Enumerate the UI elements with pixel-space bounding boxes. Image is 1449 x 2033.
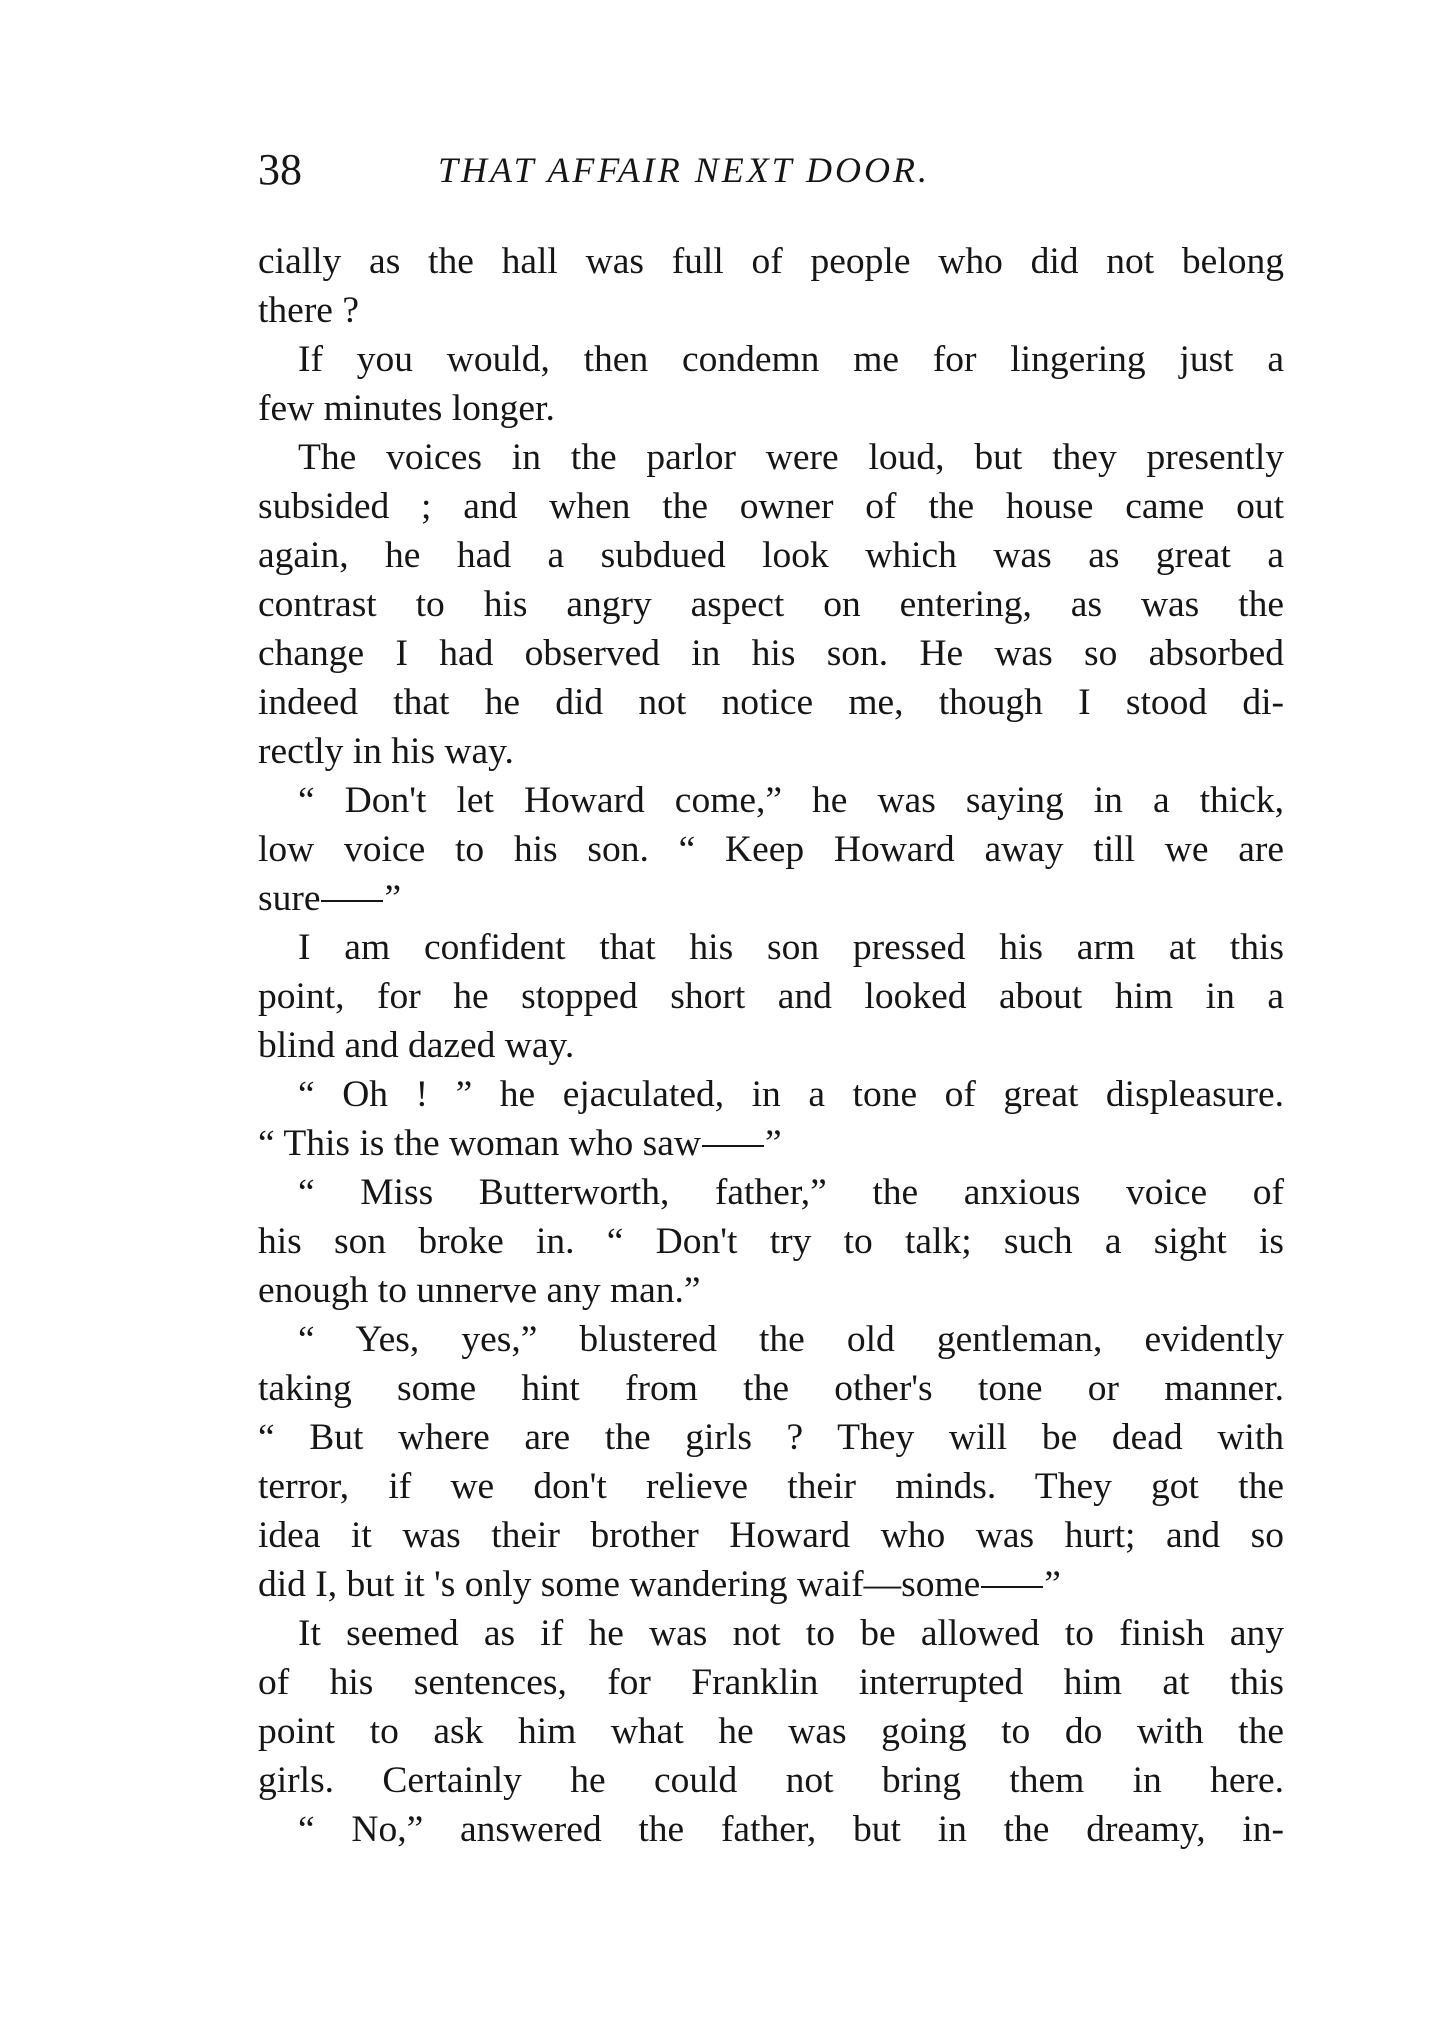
text-line: “ Miss Butterworth, father,” the anxious voice of — [298, 1172, 1284, 1213]
text-line: point, for he stopped short and looked about him in a — [258, 976, 1284, 1017]
em-dash-rule — [981, 1586, 1043, 1588]
text-line: I am confident that his son pressed his arm at this — [298, 927, 1284, 968]
text-line: there ? — [258, 290, 359, 331]
text-line: terror, if we don't relieve their minds. They got the — [258, 1466, 1284, 1507]
closing-quote: ” — [1044, 1564, 1061, 1605]
text-line — [258, 1119, 1284, 1168]
text-line: enough to unnerve any man.” — [258, 1270, 701, 1311]
text-line: of his sentences, for Franklin interrupted him at this — [258, 1662, 1284, 1703]
text-line: few minutes longer. — [258, 388, 555, 429]
running-head — [258, 140, 1288, 200]
text-line — [258, 1560, 1284, 1609]
line-text: did I, but it 's only some wandering waif—some — [258, 1564, 981, 1605]
running-title: THAT AFFAIR NEXT DOOR. — [438, 150, 931, 190]
text-line: indeed that he did not notice me, though I stood di- — [258, 682, 1284, 723]
text-line: cially as the hall was full of people who did not belong — [258, 241, 1284, 282]
text-line: “ Don't let Howard come,” he was saying in a thick, — [298, 780, 1284, 821]
text-line: blind and dazed way. — [258, 1025, 575, 1066]
text-line: again, he had a subdued look which was as great a — [258, 535, 1284, 576]
text-line: idea it was their brother Howard who was hurt; and so — [258, 1515, 1284, 1556]
text-line: “ No,” answered the father, but in the dreamy, in- — [298, 1809, 1284, 1850]
text-line: taking some hint from the other's tone or manner. — [258, 1368, 1284, 1409]
line-text: sure — [258, 878, 321, 919]
text-line: If you would, then condemn me for lingering just a — [298, 339, 1284, 380]
text-line: point to ask him what he was going to do with the — [258, 1711, 1284, 1752]
em-dash-rule — [702, 1145, 764, 1147]
closing-quote: ” — [765, 1123, 782, 1164]
text-line: “ But where are the girls ? They will be dead with — [258, 1417, 1284, 1458]
page-number: 38 — [258, 145, 302, 194]
text-line: low voice to his son. “ Keep Howard away till we are — [258, 829, 1284, 870]
body-text — [258, 237, 1284, 1854]
line-text: “ This is the woman who saw — [258, 1123, 702, 1164]
text-line: “ Yes, yes,” blustered the old gentleman, evidently — [298, 1319, 1284, 1360]
text-line: girls. Certainly he could not bring them in here. — [258, 1760, 1284, 1801]
text-line: subsided ; and when the owner of the house came out — [258, 486, 1284, 527]
closing-quote: ” — [384, 878, 402, 919]
text-line: “ Oh ! ” he ejaculated, in a tone of great displeasure. — [298, 1074, 1284, 1115]
em-dash-rule — [321, 900, 383, 902]
text-line: change I had observed in his son. He was so absorbed — [258, 633, 1284, 674]
text-line: contrast to his angry aspect on entering, as was the — [258, 584, 1284, 625]
text-line: The voices in the parlor were loud, but they presently — [298, 437, 1284, 478]
text-line: his son broke in. “ Don't try to talk; such a sight is — [258, 1221, 1284, 1262]
text-line — [258, 874, 1284, 923]
text-line: It seemed as if he was not to be allowed to finish any — [298, 1613, 1284, 1654]
text-line: rectly in his way. — [258, 731, 514, 772]
